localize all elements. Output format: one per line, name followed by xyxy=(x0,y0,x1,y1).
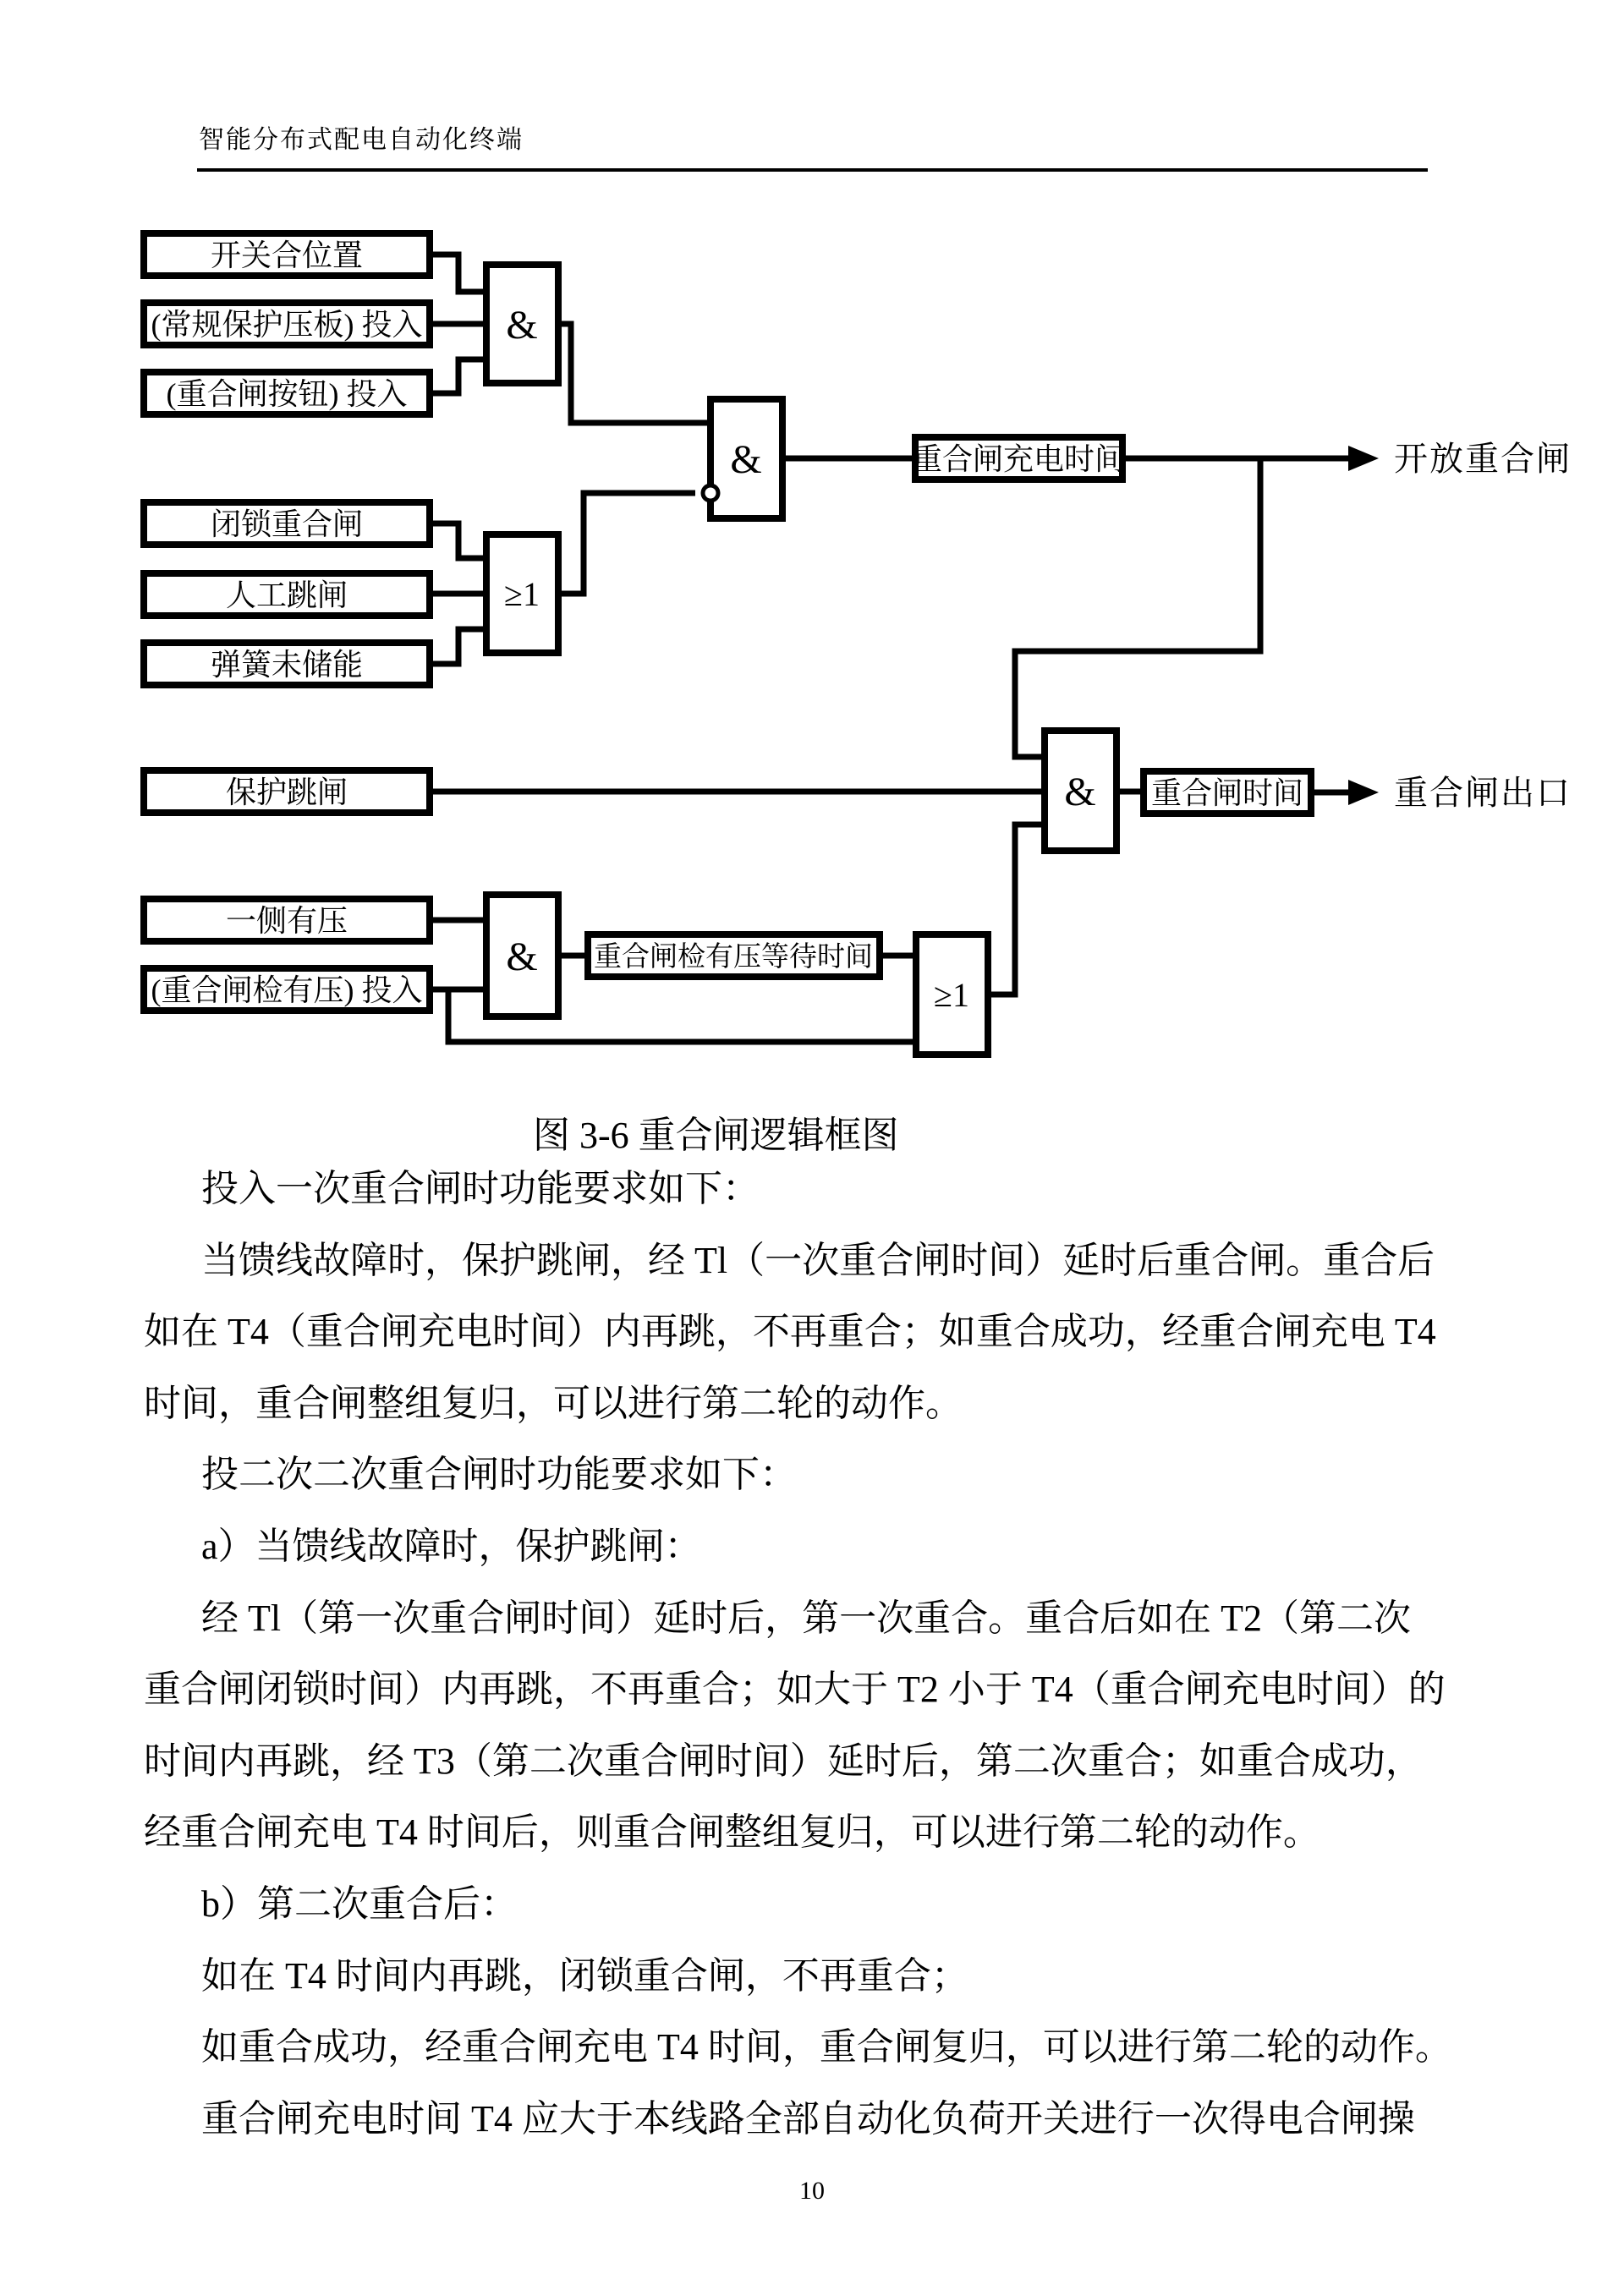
body-line: 经 Tl（第一次重合闸时间）延时后，第一次重合。重合后如在 T2（第二次 xyxy=(201,1597,1411,1639)
connector-line xyxy=(430,523,486,558)
body-line: b）第二次重合后： xyxy=(201,1882,518,1925)
arrowhead-icon xyxy=(1348,446,1379,471)
connector-line xyxy=(430,255,486,292)
input-label-voltage-check-enabled: (重合闸检有压) 投入 xyxy=(151,973,423,1007)
timer-label-reclose-time: 重合闸时间 xyxy=(1150,776,1304,810)
connector-line xyxy=(988,825,1045,995)
input-label-one-side-voltage: 一侧有压 xyxy=(225,904,348,938)
or-gate-left-label: ≥1 xyxy=(504,575,540,613)
and-gate-top-label: & xyxy=(506,303,538,348)
body-line: 重合闸充电时间 T4 应大于本线路全部自动化负荷开关进行一次得电合闸操 xyxy=(201,2097,1415,2140)
connector-line xyxy=(558,324,710,423)
body-line: 投入一次重合闸时功能要求如下： xyxy=(201,1168,760,1209)
output-label-reclose-exit: 重合闸出口 xyxy=(1394,774,1572,812)
connector-line xyxy=(1015,458,1260,757)
and-gate-charge-label: & xyxy=(730,437,762,482)
input-label-lock-reclose: 闭锁重合闸 xyxy=(210,507,364,541)
connector-line xyxy=(430,359,486,393)
page-header-title: 智能分布式配电自动化终端 xyxy=(199,126,524,154)
figure-caption: 图 3-6 重合闸逻辑框图 xyxy=(533,1115,899,1156)
input-label-switch-closed: 开关合位置 xyxy=(210,238,364,272)
body-line: 时间，重合闸整组复归，可以进行第二轮的动作。 xyxy=(144,1382,963,1424)
and-gate-output-label: & xyxy=(1064,770,1096,814)
input-label-protection-plate: (常规保护压板) 投入 xyxy=(151,308,423,342)
arrowhead-icon xyxy=(1348,780,1379,805)
body-text xyxy=(144,1153,1497,2155)
timer-label-reclose-charge-time: 重合闸充电时间 xyxy=(911,442,1126,476)
body-line: 当馈线故障时，保护跳闸，经 Tl（一次重合闸时间）延时后重合闸。重合后 xyxy=(201,1239,1435,1281)
and-gate-voltage-label: & xyxy=(506,934,538,979)
page-number: 10 xyxy=(799,2177,825,2205)
body-line: 经重合闸充电 T4 时间后，则重合闸整组复归，可以进行第二轮的动作。 xyxy=(144,1811,1320,1854)
body-line: 如在 T4（重合闸充电时间）内再跳，不再重合；如重合成功，经重合闸充电 T4 xyxy=(144,1311,1436,1353)
output-label-open-reclose: 开放重合闸 xyxy=(1394,440,1572,478)
or-gate-bottom-label: ≥1 xyxy=(934,976,969,1014)
body-line: 时间内再跳，经 T3（第二次重合闸时间）延时后，第二次重合；如重合成功， xyxy=(144,1740,1423,1782)
input-label-protection-trip: 保护跳闸 xyxy=(225,775,348,809)
input-label-manual-trip: 人工跳闸 xyxy=(225,578,348,612)
timer-label-voltage-wait-time: 重合闸检有压等待时间 xyxy=(594,942,873,973)
inverter-bubble-icon xyxy=(703,485,718,501)
input-label-reclose-button: (重合闸按钮) 投入 xyxy=(166,377,408,411)
body-line: 重合闸闭锁时间）内再跳，不再重合；如大于 T2 小于 T4（重合闸充电时间）的 xyxy=(144,1669,1446,1711)
body-line: 投二次二次重合闸时功能要求如下： xyxy=(201,1454,797,1496)
body-line: 如在 T4 时间内再跳，闭锁重合闸，不再重合； xyxy=(201,1954,968,1997)
connector-line xyxy=(558,493,695,594)
input-label-spring-not-charged: 弹簧未储能 xyxy=(210,648,364,682)
body-line: 如重合成功，经重合闸充电 T4 时间，重合闸复归，可以进行第二轮的动作。 xyxy=(201,2026,1452,2069)
body-line: a）当馈线故障时，保护跳闸： xyxy=(201,1525,702,1567)
connector-line xyxy=(430,629,486,664)
